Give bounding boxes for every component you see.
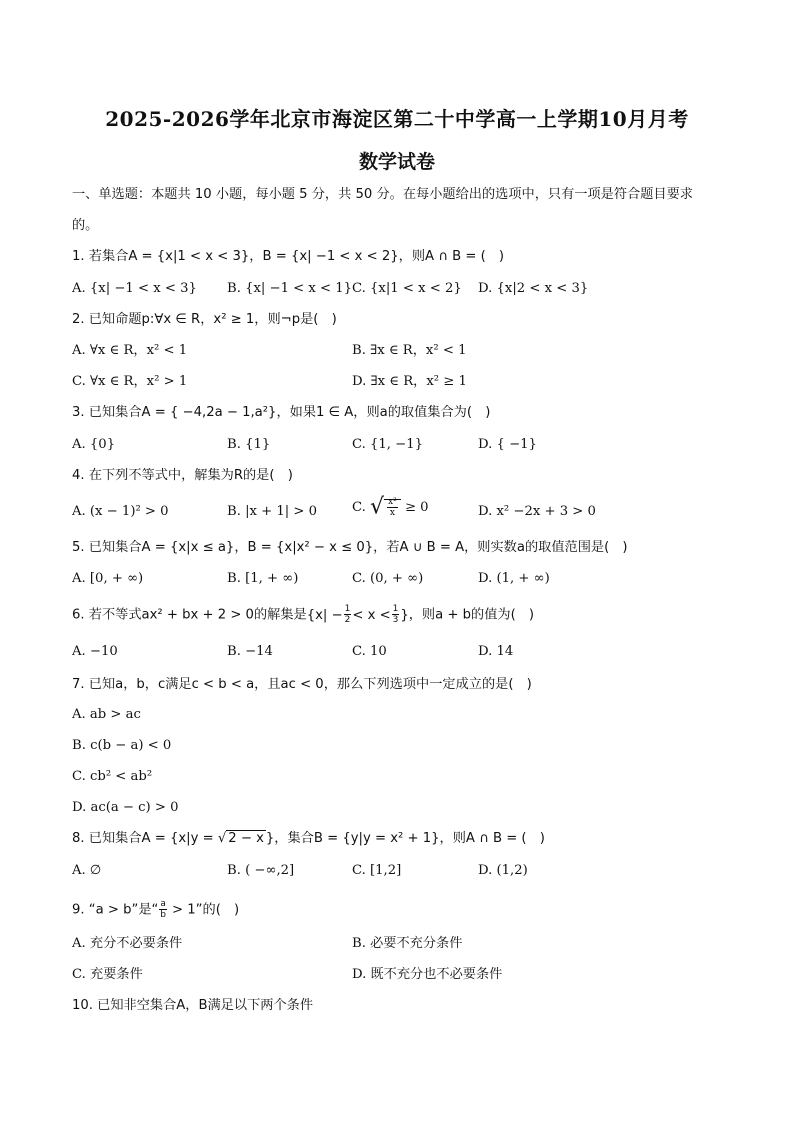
section-heading-line1: 一、单选题：本题共 10 小题，每小题 5 分，共 50 分。在每小题给出的选项中，只有一项是符合题目要求 [72, 187, 693, 202]
question-5-stem: 5. 已知集合A = {x|x ≤ a}，B = {x|x² − x ≤ 0}，若A ∪ B = A，则实数a的取值范围是( ) [72, 540, 628, 555]
question-10-stem: 10. 已知非空集合A，B满足以下两个条件 [72, 998, 314, 1013]
section-heading-line2: 的。 [72, 218, 99, 233]
q4-option-c [352, 494, 429, 520]
q8-option-c: C. [1,2] [352, 863, 402, 878]
q9-option-a: A. 充分不必要条件 [72, 936, 183, 951]
question-3-stem: 3. 已知集合A = { −4,2a − 1,a²}，如果1 ∈ A，则a的取值集合为( ) [72, 405, 491, 420]
q7-option-a: A. ab > ac [72, 707, 141, 722]
q3-option-d: D. { −1} [478, 437, 537, 452]
q9-option-d: D. 既不充分也不必要条件 [352, 967, 503, 982]
q4c-fraction: $\frac{\text{x²}}{x}$ [388, 497, 397, 518]
question-6-stem: 6. 若不等式ax² + bx + 2 > 0的解集是{x| − $\frac{1}{2}$ < x < $\frac{1}{3}$ }，则a + b的值为( ) [72, 604, 535, 625]
q2-option-a: A. ∀x ∈ R，x² < 1 [72, 343, 188, 358]
q7-option-c: C. cb² < ab² [72, 769, 153, 784]
page-title: 2025-2026学年北京市海淀区第二十中学高一上学期10月月考 [105, 107, 689, 131]
question-4-stem: 4. 在下列不等式中，解集为R的是( ) [72, 468, 293, 483]
q6-option-a: A. −10 [72, 644, 118, 659]
q7-option-b: B. c(b − a) < 0 [72, 738, 172, 753]
q6-option-c: C. 10 [352, 644, 387, 659]
q8-radicand: 2 − x [228, 831, 264, 846]
page-subtitle: 数学试卷 [358, 151, 435, 173]
question-7-stem: 7. 已知a，b，c满足c < b < a，且ac < 0，那么下列选项中一定成立的是( ) [72, 677, 532, 692]
q6-option-d: D. 14 [478, 644, 514, 659]
q1-option-c: C. {x|1 < x < 2} [352, 281, 462, 296]
q4-option-d: D. x² −2x + 3 > 0 [478, 504, 596, 519]
question-1-stem: 1. 若集合A = {x|1 < x < 3}，B = {x| −1 < x < 2}，则A ∩ B = ( ) [72, 249, 505, 264]
q7-option-d: D. ac(a − c) > 0 [72, 800, 179, 815]
q3-option-b: B. {1} [227, 437, 271, 452]
q4c-radicand [384, 497, 401, 518]
q5-option-b: B. [1, + ∞) [227, 571, 299, 586]
q4-option-c-label: C. [352, 500, 366, 515]
q2-option-b: B. ∃x ∈ R，x² < 1 [352, 343, 467, 358]
q9-fraction: $\frac{a}{b}$ [160, 899, 166, 920]
question-2-stem: 2. 已知命题p:∀x ∈ R，x² ≥ 1，则¬p是( ) [72, 312, 337, 327]
q8-option-a: A. ∅ [72, 863, 102, 878]
q5-option-c: C. (0, + ∞) [352, 571, 424, 586]
q8-option-b: B. ( −∞,2] [227, 863, 295, 878]
q2-option-d: D. ∃x ∈ R，x² ≥ 1 [352, 374, 467, 389]
q4c-tail: ≥ 0 [404, 500, 429, 515]
q4-option-b: B. |x + 1| > 0 [227, 504, 318, 519]
q9-option-b: B. 必要不充分条件 [352, 936, 463, 951]
q1-option-b: B. {x| −1 < x < 1} [227, 281, 353, 296]
q3-option-a: A. {0} [72, 437, 116, 452]
q1-option-d: D. {x|2 < x < 3} [478, 281, 589, 296]
q1-option-a: A. {x| −1 < x < 3} [72, 281, 197, 296]
q5-option-a: A. [0, + ∞) [72, 571, 144, 586]
q8-option-d: D. (1,2) [478, 863, 528, 878]
sqrt-sign: √ [370, 494, 385, 520]
q4-option-a: A. (x − 1)² > 0 [72, 504, 169, 519]
q5-option-d: D. (1, + ∞) [478, 571, 550, 586]
q3-option-c: C. {1, −1} [352, 437, 423, 452]
q6-option-b: B. −14 [227, 644, 273, 659]
question-8-stem: 8. 已知集合A = {x|y = √ 2 − x }，集合B = {y|y = x² + 1}，则A ∩ B = ( ) [72, 831, 545, 846]
question-9-stem: 9. “a > b”是“ $\frac{a}{b}$ > 1”的( ) [72, 899, 240, 920]
q6-solution-set: {x| − $\frac{1}{2}$ < x < $\frac{1}{3}$ } [306, 604, 409, 625]
q2-option-c: C. ∀x ∈ R，x² > 1 [72, 374, 188, 389]
q9-option-c: C. 充要条件 [72, 967, 143, 982]
sqrt-sign: √ [217, 831, 227, 846]
